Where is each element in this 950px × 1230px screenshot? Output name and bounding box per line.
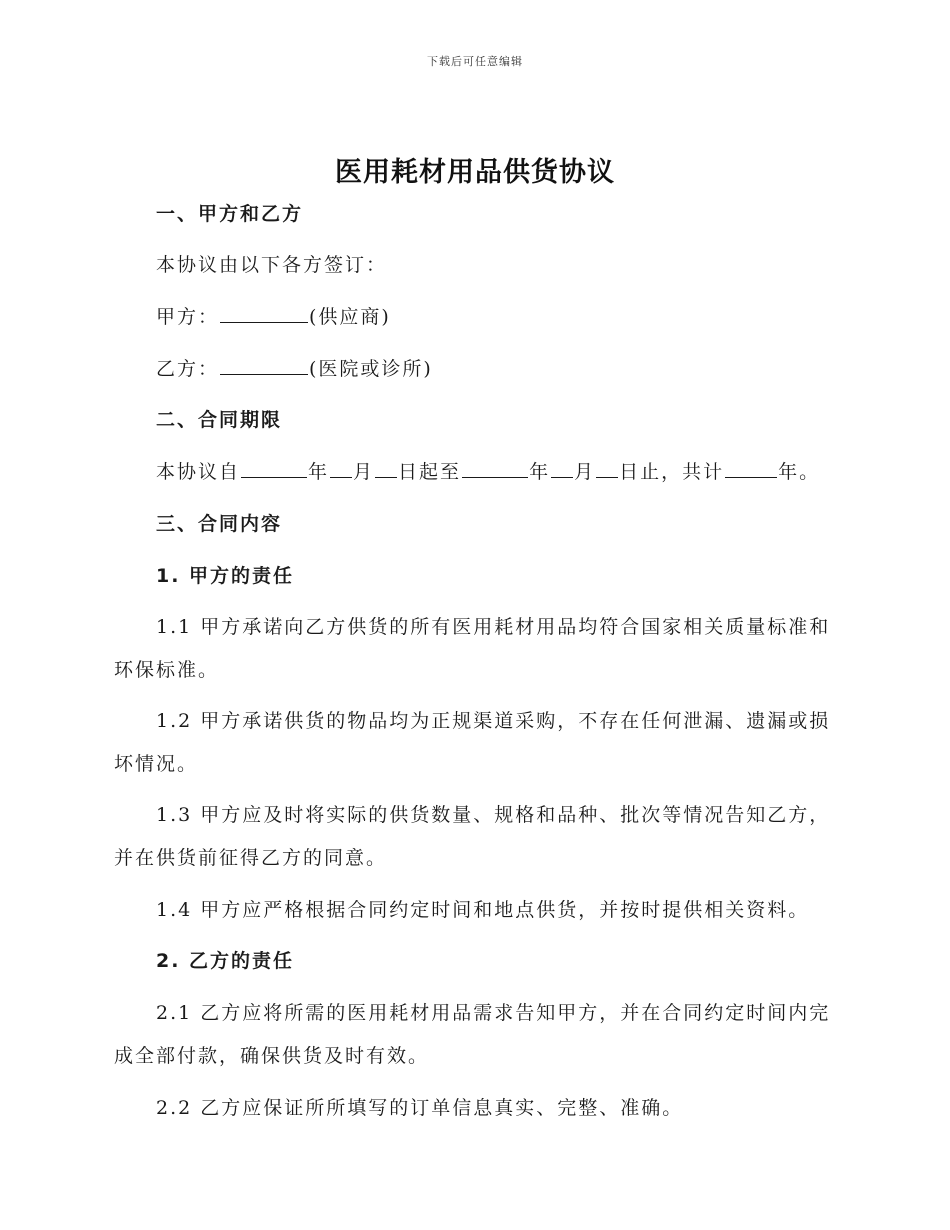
start-year-blank <box>241 459 307 478</box>
clause-1-3-line-1: 1.3 甲方应及时将实际的供货数量、规格和品种、批次等情况告知乙方， <box>156 804 831 826</box>
section-2-heading: 二、合同期限 <box>156 409 283 431</box>
end-month-blank <box>551 459 573 478</box>
term-text: 年 <box>308 461 330 483</box>
start-day-blank <box>375 459 397 478</box>
party-b-blank <box>220 356 308 375</box>
party-a-blank <box>220 304 308 323</box>
start-month-blank <box>330 459 352 478</box>
term-text: 月 <box>353 461 375 483</box>
term-text: 年。 <box>778 461 821 483</box>
end-year-blank <box>462 459 528 478</box>
section-1-heading: 一、甲方和乙方 <box>156 203 304 225</box>
term-text: 本协议自 <box>156 461 241 483</box>
term-line <box>156 457 820 484</box>
clause-1-2-line-1: 1.2 甲方承诺供货的物品均为正规渠道采购，不存在任何泄漏、遗漏或损 <box>156 710 831 732</box>
party-a-duties-heading: 1. 甲方的责任 <box>156 565 295 587</box>
parties-intro: 本协议由以下各方签订： <box>156 254 388 276</box>
term-text: 月 <box>574 461 596 483</box>
end-day-blank <box>596 459 618 478</box>
clause-1-4: 1.4 甲方应严格根据合同约定时间和地点供货，并按时提供相关资料。 <box>156 899 810 921</box>
party-a-line <box>156 302 391 329</box>
party-a-note: (供应商) <box>309 306 391 328</box>
clause-2-1-line-2: 成全部付款，确保供货及时有效。 <box>114 1045 430 1067</box>
clause-1-3-line-2: 并在供货前征得乙方的同意。 <box>114 847 388 869</box>
term-text: 日止，共计 <box>619 461 725 483</box>
clause-1-2-line-2: 坏情况。 <box>114 753 199 775</box>
party-b-duties-heading: 2. 乙方的责任 <box>156 950 295 972</box>
term-text: 年 <box>529 461 551 483</box>
party-a-label: 甲方： <box>156 306 220 328</box>
document-title: 医用耗材用品供货协议 <box>335 157 615 188</box>
page-header: 下载后可任意编辑 <box>427 55 523 68</box>
party-b-label: 乙方： <box>156 358 220 380</box>
section-3-heading: 三、合同内容 <box>156 513 283 535</box>
clause-1-1-line-2: 环保标准。 <box>114 659 220 681</box>
clause-2-1-line-1: 2.1 乙方应将所需的医用耗材用品需求告知甲方，并在合同约定时间内完 <box>156 1002 831 1024</box>
term-text: 日起至 <box>398 461 462 483</box>
party-b-line <box>156 354 433 381</box>
total-years-blank <box>725 459 777 478</box>
party-b-note: (医院或诊所) <box>309 358 433 380</box>
clause-2-2: 2.2 乙方应保证所所填写的订单信息真实、完整、准确。 <box>156 1097 684 1119</box>
clause-1-1-line-1: 1.1 甲方承诺向乙方供货的所有医用耗材用品均符合国家相关质量标准和 <box>156 616 831 638</box>
